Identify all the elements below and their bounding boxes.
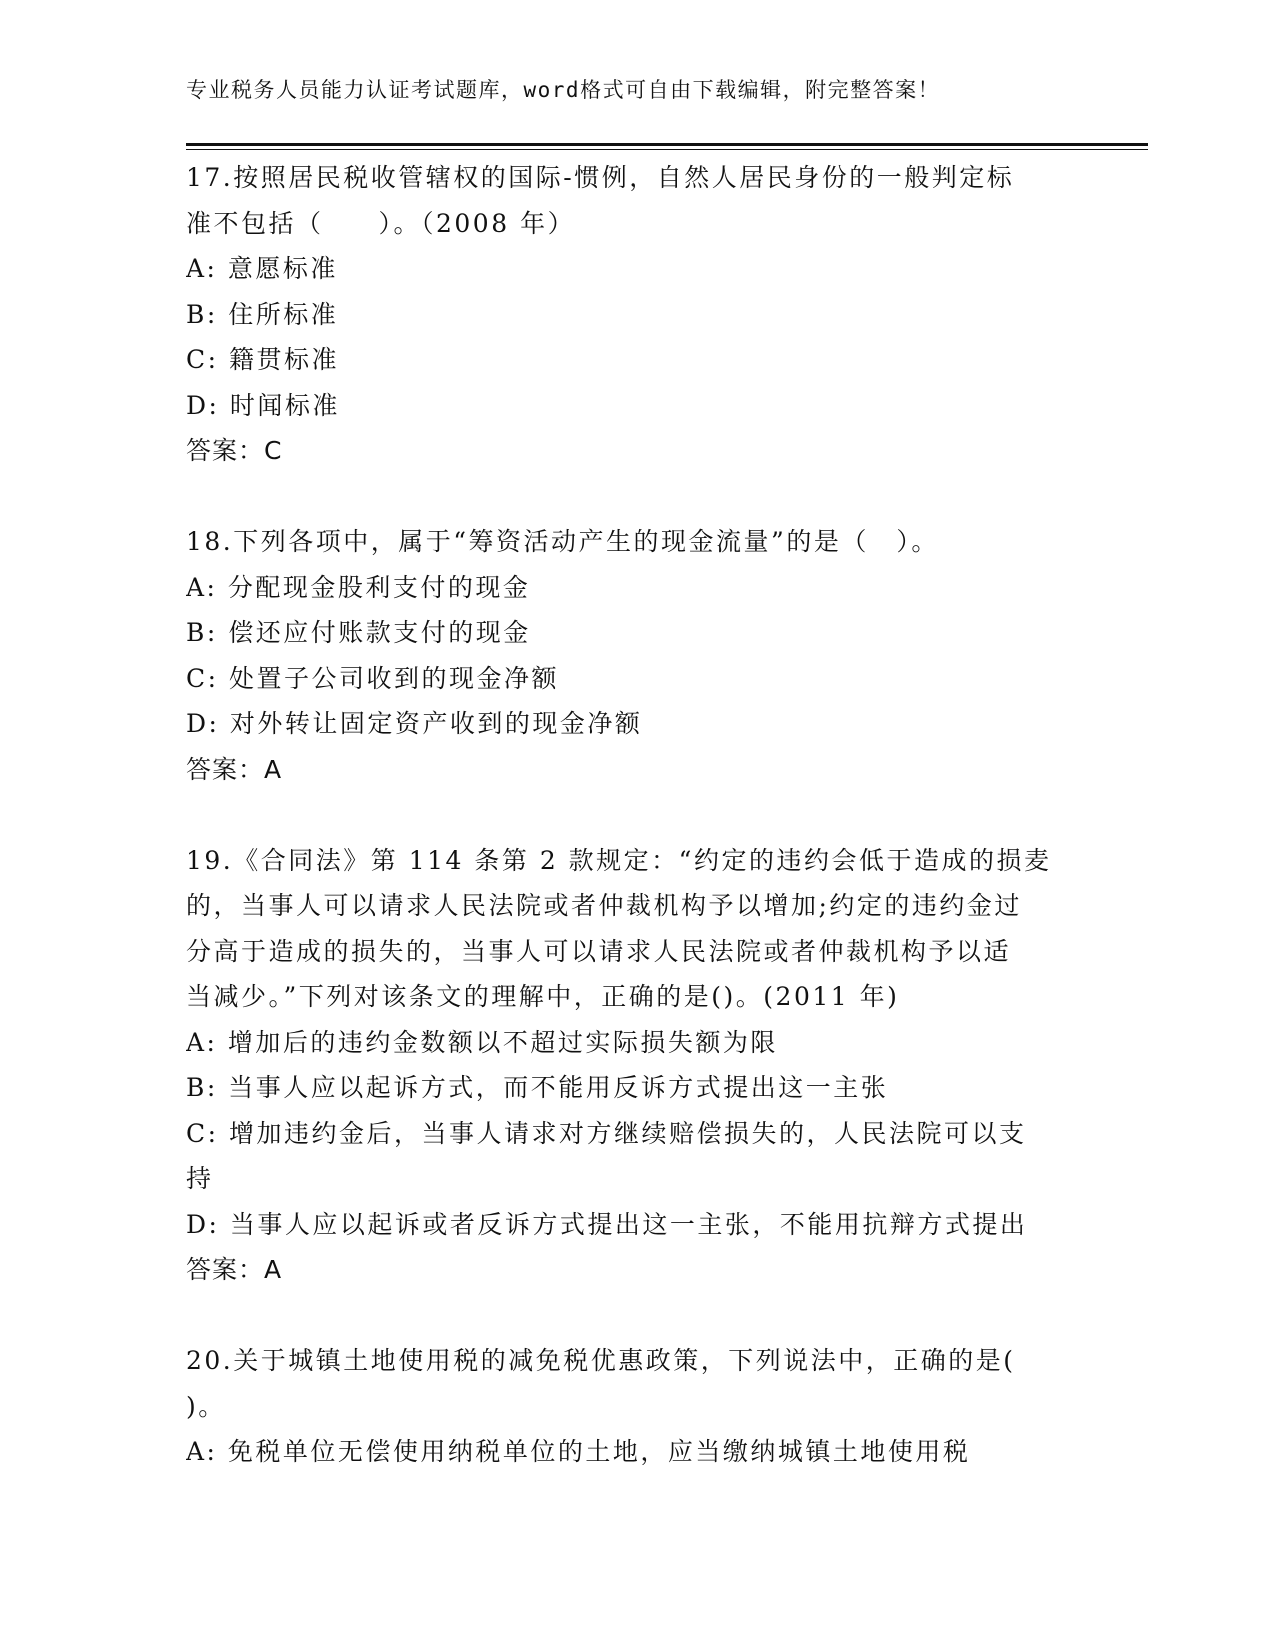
question-spacer	[186, 792, 1066, 838]
question-stem-line: 20.关于城镇土地使用税的减免税优惠政策，下列说法中，正确的是(	[186, 1346, 1016, 1375]
answer-line: 答案：C	[186, 436, 283, 465]
answer-line: 答案：A	[186, 1255, 283, 1284]
question-17	[186, 155, 1066, 474]
question-stem-line: )。	[186, 1391, 226, 1421]
option-c: C: 处置子公司收到的现金净额	[186, 663, 559, 693]
header-rule-thick	[186, 143, 1148, 146]
question-stem-line: 17.按照居民税收管辖权的国际-惯例，自然人居民身份的一般判定标	[186, 163, 1015, 192]
question-stem-line: 当减少。”下列对该条文的理解中，正确的是()。(2011 年)	[186, 982, 900, 1011]
option-a: A: 分配现金股利支付的现金	[186, 572, 531, 602]
question-stem-line: 18.下列各项中，属于“筹资活动产生的现金流量”的是（ ）。	[186, 527, 939, 556]
question-stem-line: 准不包括（ ）。（2008 年）	[186, 208, 576, 238]
header-rule-thin	[186, 149, 1148, 150]
option-a: A: 意愿标准	[186, 254, 338, 283]
option-d: D: 当事人应以起诉或者反诉方式提出这一主张，不能用抗辩方式提出	[186, 1209, 1028, 1239]
question-20	[186, 1338, 1066, 1475]
option-c-continued: 持	[186, 1164, 214, 1193]
question-19	[186, 838, 1066, 1293]
option-a: A: 增加后的违约金数额以不超过实际损失额为限	[186, 1027, 778, 1057]
answer-line: 答案：A	[186, 754, 283, 784]
question-stem-line: 19.《合同法》第 114 条第 2 款规定：“约定的违约会低于造成的损麦	[186, 845, 1052, 875]
option-c: C: 增加违约金后，当事人请求对方继续赔偿损失的，人民法院可以支	[186, 1118, 1027, 1148]
option-d: D: 对外转让固定资产收到的现金净额	[186, 709, 643, 738]
option-b: B: 当事人应以起诉方式，而不能用反诉方式提出这一主张	[186, 1073, 889, 1102]
page-header-text: 专业税务人员能力认证考试题库，word格式可自由下载编辑，附完整答案！	[186, 78, 941, 102]
question-list	[186, 155, 1066, 1475]
question-spacer	[186, 1293, 1066, 1339]
option-b: B: 偿还应付账款支付的现金	[186, 618, 531, 647]
option-d: D: 时闻标准	[186, 390, 340, 420]
option-c: C: 籍贯标准	[186, 345, 339, 374]
question-spacer	[186, 474, 1066, 520]
option-a: A: 免税单位无偿使用纳税单位的土地，应当缴纳城镇土地使用税	[186, 1437, 971, 1466]
question-18	[186, 519, 1066, 792]
question-stem-line: 的，当事人可以请求人民法院或者仲裁机构予以增加;约定的违约金过	[186, 891, 1022, 920]
question-stem-line: 分高于造成的损失的，当事人可以请求人民法院或者仲裁机构予以适	[186, 936, 1012, 966]
option-b: B: 住所标准	[186, 299, 339, 329]
